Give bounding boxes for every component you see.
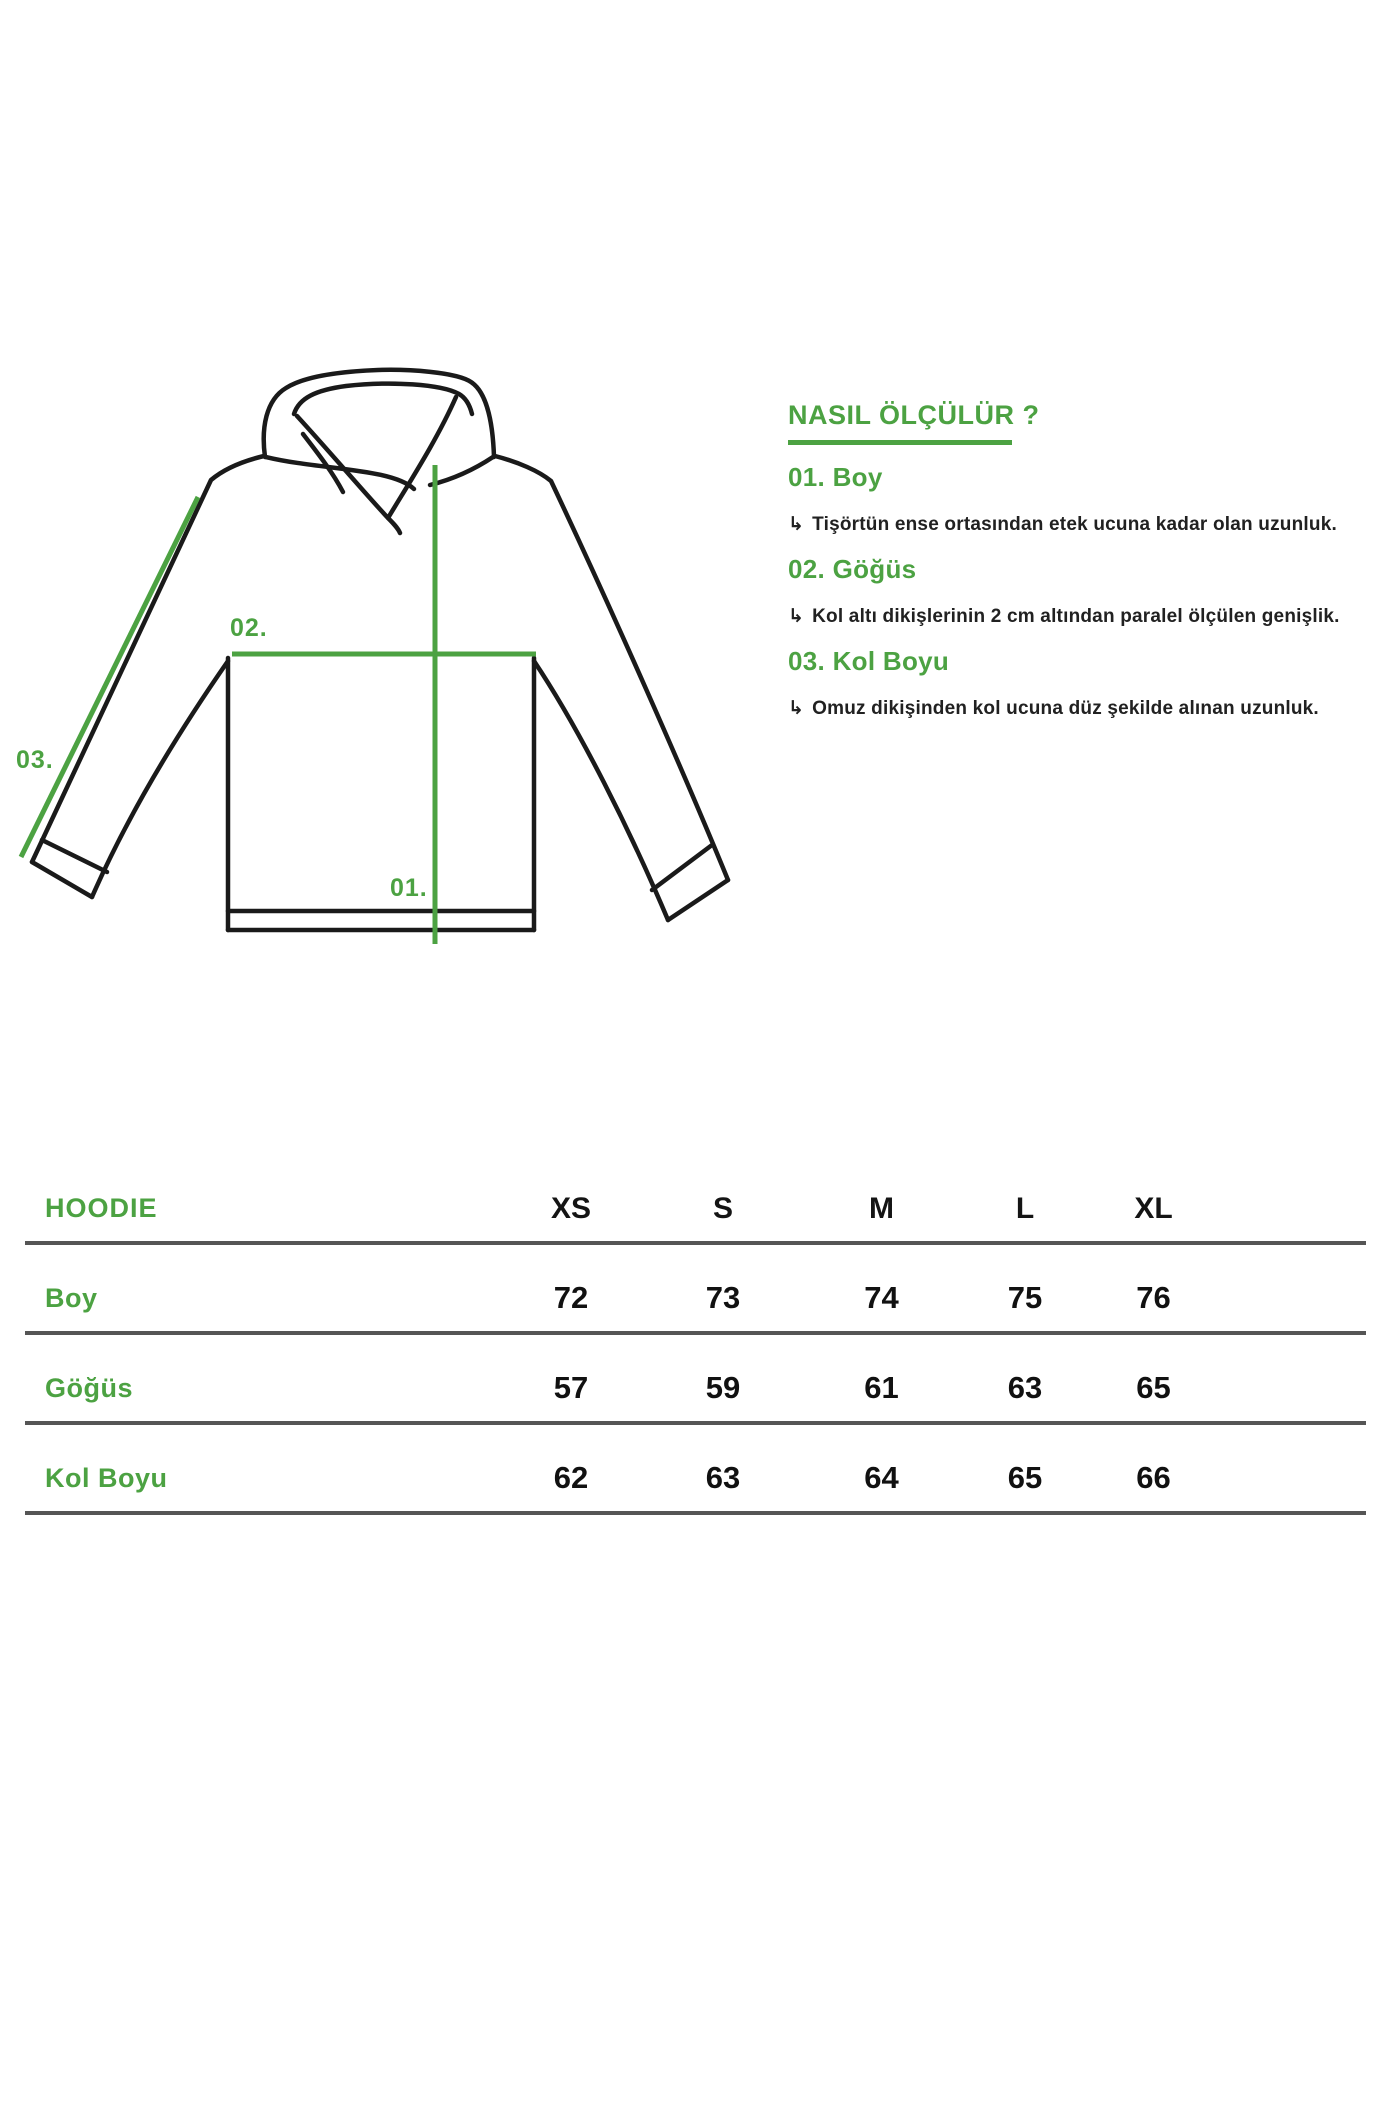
guide-item-heading: 01. Boy <box>788 462 883 492</box>
measurement-value: 63 <box>705 1460 741 1495</box>
diagram-label-chest: 02. <box>230 614 268 642</box>
measurement-value: 63 <box>1007 1370 1043 1405</box>
sleeve-measure-line <box>21 497 198 857</box>
hoodie-measurement-diagram <box>0 0 780 1050</box>
size-column-header: XS <box>550 1191 592 1225</box>
guide-item-description-text: Tişörtün ense ortasından etek ucuna kadar olan uzunluk. <box>812 514 1337 535</box>
hoodie-outline-drawing <box>0 350 760 970</box>
size-column-header: M <box>869 1191 894 1225</box>
guide-item-description <box>788 696 1388 721</box>
measure-guide <box>788 400 1388 721</box>
measurement-value: 66 <box>1136 1460 1171 1495</box>
measurement-value: 61 <box>864 1370 899 1405</box>
size-column-header: XL <box>1134 1191 1173 1225</box>
title-underline <box>788 440 1012 445</box>
measurement-value: 62 <box>553 1460 589 1495</box>
row-label: Boy <box>45 1282 98 1313</box>
return-arrow-icon: ↳ <box>788 513 805 535</box>
size-column-header: L <box>1015 1191 1035 1225</box>
measurement-value: 76 <box>1136 1280 1171 1315</box>
guide-item-chest <box>788 554 1388 629</box>
measurement-value: 57 <box>553 1370 589 1405</box>
measurement-value: 72 <box>553 1280 589 1315</box>
measurement-value: 65 <box>1007 1460 1043 1495</box>
guide-title: NASIL ÖLÇÜLÜR ? <box>788 400 1040 430</box>
product-name: HOODIE <box>45 1193 158 1223</box>
measurement-value: 74 <box>864 1280 899 1315</box>
guide-item-heading: 03. Kol Boyu <box>788 646 950 676</box>
measurement-value: 73 <box>705 1280 741 1315</box>
size-table <box>25 1176 1366 1515</box>
guide-item-sleeve <box>788 646 1388 721</box>
measurement-value: 59 <box>705 1370 741 1405</box>
diagram-label-sleeve: 03. <box>16 746 54 774</box>
row-label: Kol Boyu <box>45 1462 168 1493</box>
measurement-value: 64 <box>864 1460 899 1495</box>
diagram-label-length: 01. <box>390 874 428 902</box>
guide-item-description <box>788 512 1388 537</box>
guide-item-heading: 02. Göğüs <box>788 554 917 584</box>
guide-item-description <box>788 604 1388 629</box>
return-arrow-icon: ↳ <box>788 697 805 719</box>
guide-item-description-text: Kol altı dikişlerinin 2 cm altından paralel ölçülen genişlik. <box>812 606 1340 627</box>
measurement-value: 75 <box>1007 1280 1043 1315</box>
guide-item-description-text: Omuz dikişinden kol ucuna düz şekilde alınan uzunluk. <box>812 698 1319 719</box>
return-arrow-icon: ↳ <box>788 605 805 627</box>
size-column-header: S <box>712 1191 733 1225</box>
table-row-boy <box>25 1245 1366 1335</box>
table-row-kol-boyu <box>25 1425 1366 1515</box>
size-table-header-row <box>25 1176 1366 1245</box>
table-row-gogus <box>25 1335 1366 1425</box>
measurement-value: 65 <box>1136 1370 1171 1405</box>
row-label: Göğüs <box>45 1372 133 1403</box>
guide-item-length <box>788 462 1388 537</box>
